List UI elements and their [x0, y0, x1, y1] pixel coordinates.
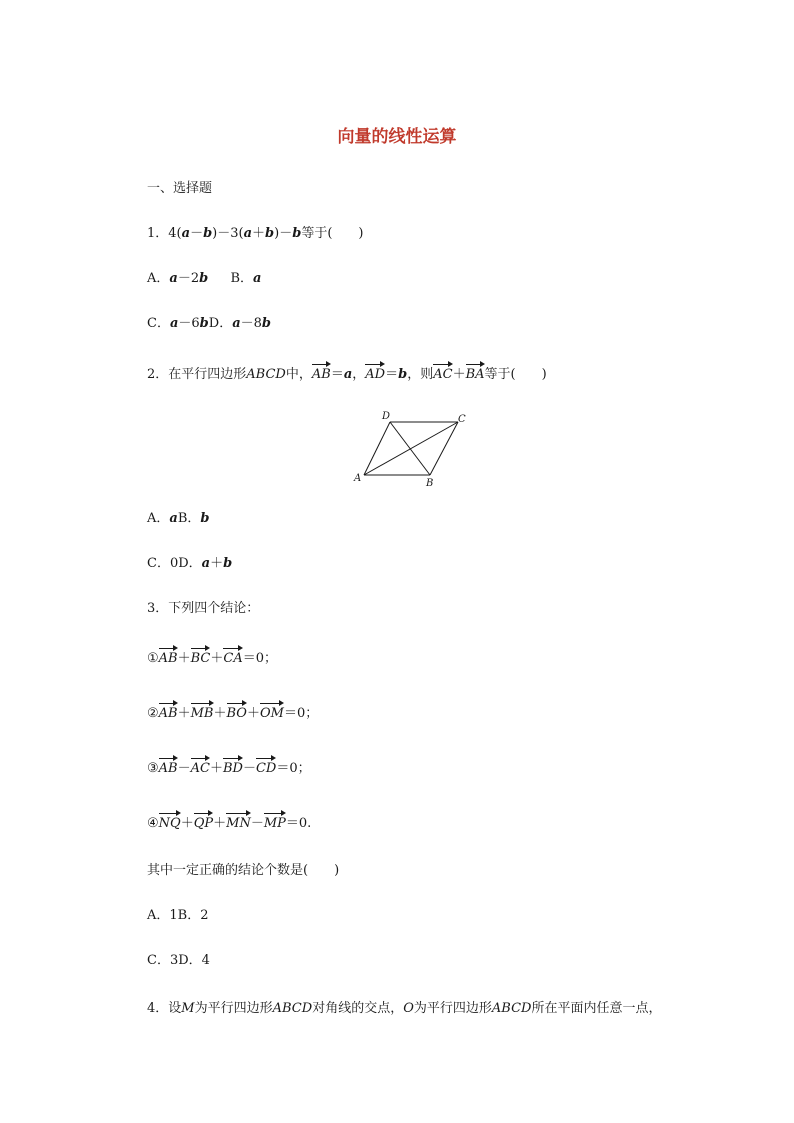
page-title: 向量的线性运算	[337, 127, 457, 147]
conclusion-2: ②AB＋MB＋BO＋OM＝0；	[147, 703, 318, 723]
diagonal-bd	[390, 422, 430, 475]
question-2: 2．在平行四边形ABCD中，AB＝a，AD＝b，则AC＋BA等于( )	[147, 364, 547, 384]
question-4: 4．设M为平行四边形ABCD对角线的交点，O为平行四边形ABCD所在平面内任意一点，	[147, 1001, 662, 1016]
question-3-options-ab: A．1B．2	[147, 908, 209, 923]
question-3-options-cd: C．3D．4	[147, 953, 210, 968]
vertex-label-d: D	[382, 411, 391, 422]
question-1: 1．4(a－b)－3(a＋b)－b等于( )	[147, 226, 364, 241]
vector-ba: BA	[466, 364, 485, 384]
edge-da	[364, 422, 390, 475]
vector-ad: AD	[365, 364, 385, 384]
vector-ab: AB	[312, 364, 331, 384]
question-2-options-ab: A．aB．b	[147, 511, 210, 526]
conclusion-4: ④NQ＋QP＋MN－MP＝0.	[147, 813, 311, 833]
parallelogram-figure	[350, 408, 475, 492]
vertex-label-b: B	[426, 478, 434, 488]
question-3: 3．下列四个结论：	[147, 601, 260, 616]
question-1-options-cd: C．a－6bD．a－8b	[147, 316, 272, 331]
question-3-prompt: 其中一定正确的结论个数是( )	[147, 863, 340, 878]
question-2-options-cd: C．0D．a＋b	[147, 556, 233, 571]
conclusion-1: ①AB＋BC＋CA＝0；	[147, 648, 277, 668]
vertex-label-c: C	[458, 414, 466, 425]
vector-ac: AC	[433, 364, 452, 384]
section-heading: 一、选择题	[147, 181, 213, 196]
vertex-label-a: A	[354, 473, 362, 484]
conclusion-3: ③AB－AC＋BD－CD＝0；	[147, 758, 311, 778]
question-1-options-ab: A．a－2b B．a	[147, 271, 262, 286]
